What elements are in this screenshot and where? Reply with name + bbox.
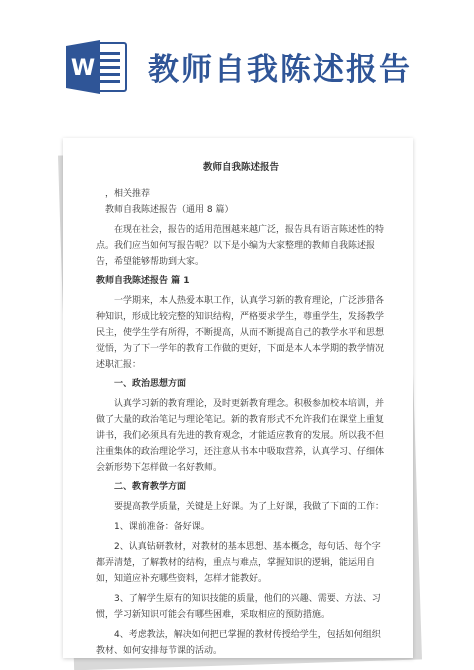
paragraph: 2、认真钻研教材，对教材的基本思想、基本概念，每句话、每个字都弄清楚，了解教材的结构，重点与难点，掌握知识的逻辑，能运用自如，知道应补充哪些资料，怎样才能教好。 [96, 542, 381, 584]
document-body [96, 160, 386, 659]
svg-text:W: W [70, 56, 96, 81]
paragraph: 要提高教学质量，关键是上好课。为了上好课，我做了下面的工作： [114, 502, 385, 512]
paragraph: ，相关推荐 [105, 189, 151, 199]
section-heading: 教师自我陈述报告 篇 1 [96, 276, 190, 286]
paragraph: 4、考虑教法，解决如何把已掌握的教材传授给学生，包括如何组织教材、如何安排每节课的活动。 [96, 630, 381, 656]
section-heading: 二、教育教学方面 [114, 482, 187, 492]
paragraph: 1、课前准备：备好课。 [114, 522, 210, 532]
page-title: 教师自我陈述报告 [148, 52, 412, 88]
paragraph: 在现在社会，报告的适用范围越来越广泛，报告具有语言陈述性的特点。我们应当如何写报告呢？以下是小编为大家整理的教师自我陈述报告，希望能够帮助到大家。 [96, 225, 385, 267]
paragraph: 3、了解学生原有的知识技能的质量，他们的兴趣、需要、方法、习惯，学习新知识可能会有哪些困难，采取相应的预防措施。 [96, 594, 381, 620]
paragraph: 认真学习新的教育理论，及时更新教育理念。积极参加校本培训，并做了大量的政治笔记与理论笔记。新的教育形式不允许我们在课堂上重复讲书，我们必须具有先进的教育观念，才能适应教育的发展。所以我不但注重集体的政治理论学习，还注意从书本中吸取营养，认真学习、仔细体会新形势下怎样做一名好教师。 [96, 399, 385, 473]
paragraph: 一学期来，本人热爱本职工作，认真学习新的教育理论，广泛涉猎各种知识，形成比较完整的知识结构，严格要求学生，尊重学生，发扬教学民主，使学生学有所得，不断提高，从而不断提高自己的教学水平和思想觉悟，为了下一学年的教育工作做的更好，下面是本人本学期的教学情况述职汇报： [96, 296, 385, 370]
document-title: 教师自我陈述报告 [202, 162, 279, 173]
paragraph: 教师自我陈述报告（通用 8 篇） [105, 205, 234, 215]
word-document-icon [66, 40, 128, 94]
section-heading: 一、政治思想方面 [114, 379, 187, 389]
header [0, 0, 474, 105]
document-lines [96, 186, 386, 659]
